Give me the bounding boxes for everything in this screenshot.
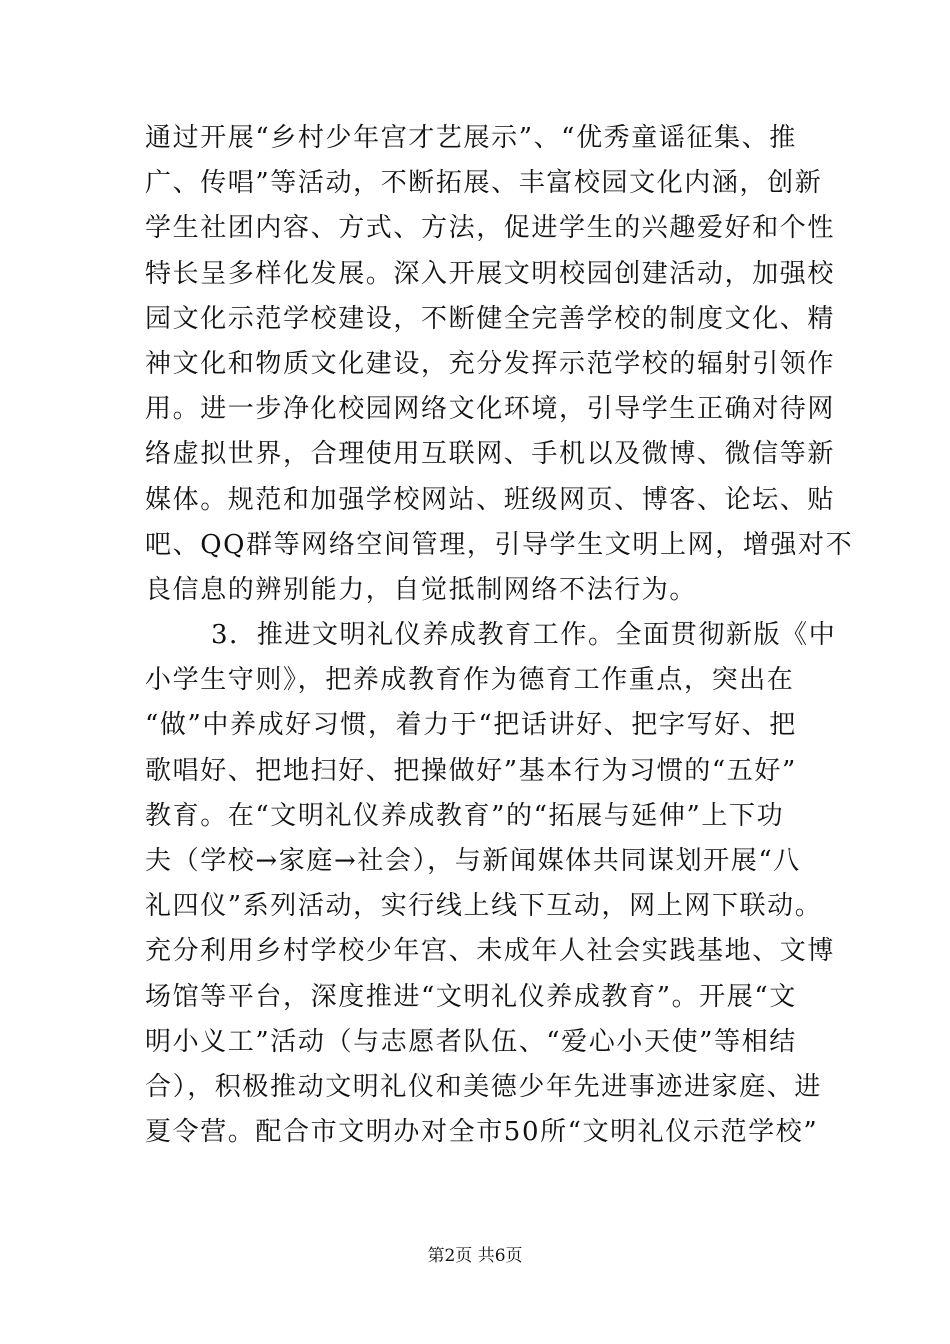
text-line: 媒体。规范和加强学校网站、班级网页、博客、论坛、贴 — [145, 484, 836, 515]
text-line: 礼四仪”系列活动，实行线上线下互动，网上网下联动。 — [145, 891, 823, 922]
text-line: 教育。在“文明礼仪养成教育”的“拓展与延伸”上下功 — [145, 800, 785, 831]
text-line: 园文化示范学校建设，不断健全完善学校的制度文化、精 — [145, 303, 836, 334]
text-line: 3．推进文明礼仪养成教育工作。全面贯彻新版《中 — [211, 620, 837, 651]
text-line: 特长呈多样化发展。深入开展文明校园创建活动，加强校 — [145, 258, 836, 289]
text-line: “做”中养成好习惯，着力于“把话讲好、把字写好、把 — [145, 710, 797, 741]
body-text — [145, 116, 854, 1155]
text-line: 广、传唱”等活动，不断拓展、丰富校园文化内涵，创新 — [145, 168, 823, 199]
text-line: 歌唱好、把地扫好、把操做好”基本行为习惯的“五好” — [145, 755, 797, 786]
text-line: 神文化和物质文化建设，充分发挥示范学校的辐射引领作 — [145, 348, 836, 379]
text-line: 络虚拟世界，合理使用互联网、手机以及微博、微信等新 — [145, 439, 836, 470]
text-line: 明小义工”活动（与志愿者队伍、“爱心小天使”等相结 — [145, 1026, 797, 1057]
text-line: 吧、QQ群等网络空间管理，引导学生文明上网，增强对不 — [145, 529, 854, 560]
text-line: 场馆等平台，深度推进“文明礼仪养成教育”。开展“文 — [145, 981, 797, 1012]
text-line: 用。进一步净化校园网络文化环境，引导学生正确对待网 — [145, 394, 836, 425]
text-line: 小学生守则》，把养成教育作为德育工作重点，突出在 — [145, 665, 795, 696]
text-line: 夏令营。配合市文明办对全市50所“文明礼仪示范学校” — [145, 1117, 819, 1148]
text-line: 良信息的辨别能力，自觉抵制网络不法行为。 — [145, 574, 698, 605]
text-line: 通过开展“乡村少年宫才艺展示”、“优秀童谣征集、推 — [145, 123, 797, 153]
text-line: 学生社团内容、方式、方法，促进学生的兴趣爱好和个性 — [145, 213, 836, 244]
text-line: 夫（学校→家庭→社会），与新闻媒体共同谋划开展“八 — [145, 846, 801, 876]
text-line: 合），积极推动文明礼仪和美德少年先进事迹进家庭、进 — [145, 1071, 823, 1102]
text-line: 充分利用乡村学校少年宫、未成年人社会实践基地、文博 — [145, 936, 836, 967]
page-footer: 第2页 共6页 — [427, 1246, 523, 1266]
